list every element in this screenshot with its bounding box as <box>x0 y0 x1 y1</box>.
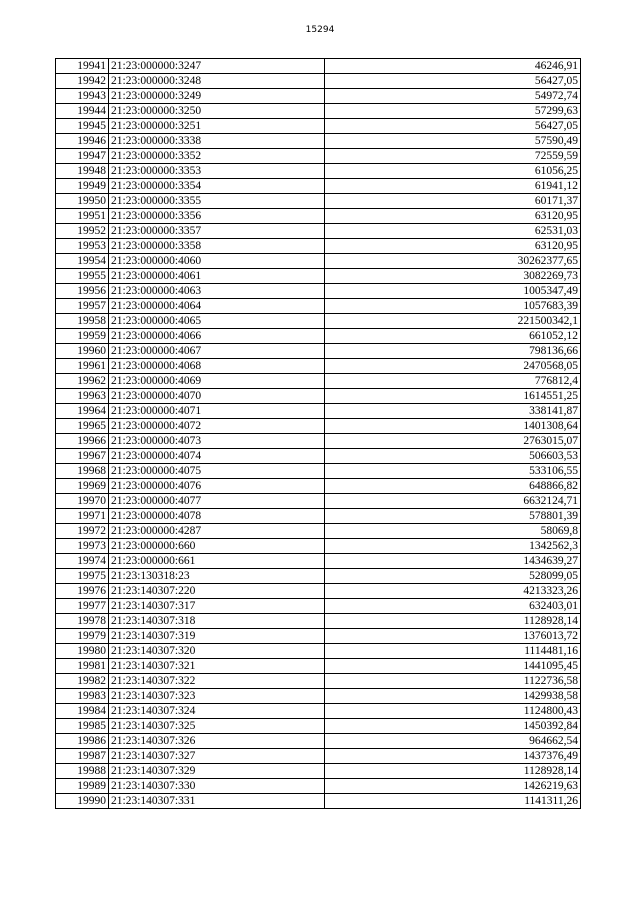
cadastral-value-cell: 2763015,07 <box>325 434 581 449</box>
cadastral-number-cell: 21:23:140307:323 <box>109 689 325 704</box>
row-number-cell: 19957 <box>56 299 109 314</box>
cadastral-number-cell: 21:23:000000:4069 <box>109 374 325 389</box>
cadastral-number-cell: 21:23:000000:4064 <box>109 299 325 314</box>
row-number-cell: 19961 <box>56 359 109 374</box>
cadastral-number-cell: 21:23:000000:4071 <box>109 404 325 419</box>
cadastral-value-cell: 1429938,58 <box>325 689 581 704</box>
row-number-cell: 19971 <box>56 509 109 524</box>
row-number-cell: 19950 <box>56 194 109 209</box>
cadastral-value-cell: 1434639,27 <box>325 554 581 569</box>
row-number-cell: 19987 <box>56 749 109 764</box>
cadastral-number-cell: 21:23:140307:319 <box>109 629 325 644</box>
row-number-cell: 19947 <box>56 149 109 164</box>
cadastral-number-cell: 21:23:140307:326 <box>109 734 325 749</box>
cadastral-value-cell: 1450392,84 <box>325 719 581 734</box>
row-number-cell: 19966 <box>56 434 109 449</box>
cadastral-number-cell: 21:23:140307:320 <box>109 644 325 659</box>
cadastral-value-cell: 506603,53 <box>325 449 581 464</box>
cadastral-number-cell: 21:23:140307:325 <box>109 719 325 734</box>
cadastral-value-cell: 30262377,65 <box>325 254 581 269</box>
cadastral-number-cell: 21:23:140307:327 <box>109 749 325 764</box>
table-row <box>56 374 581 389</box>
table-row <box>56 569 581 584</box>
cadastral-value-cell: 661052,12 <box>325 329 581 344</box>
cadastral-value-cell: 63120,95 <box>325 239 581 254</box>
cadastral-value-cell: 6632124,71 <box>325 494 581 509</box>
cadastral-value-cell: 57299,63 <box>325 104 581 119</box>
row-number-cell: 19952 <box>56 224 109 239</box>
table-body <box>56 59 581 809</box>
row-number-cell: 19975 <box>56 569 109 584</box>
table-row <box>56 344 581 359</box>
cadastral-value-cell: 221500342,1 <box>325 314 581 329</box>
cadastral-number-cell: 21:23:140307:318 <box>109 614 325 629</box>
cadastral-value-cell: 60171,37 <box>325 194 581 209</box>
row-number-cell: 19976 <box>56 584 109 599</box>
row-number-cell: 19985 <box>56 719 109 734</box>
table-row <box>56 554 581 569</box>
cadastral-value-cell: 533106,55 <box>325 464 581 479</box>
table-row <box>56 719 581 734</box>
row-number-cell: 19990 <box>56 794 109 809</box>
table-row <box>56 104 581 119</box>
row-number-cell: 19974 <box>56 554 109 569</box>
row-number-cell: 19970 <box>56 494 109 509</box>
table-row <box>56 134 581 149</box>
cadastral-value-cell: 2470568,05 <box>325 359 581 374</box>
row-number-cell: 19965 <box>56 419 109 434</box>
table-row <box>56 674 581 689</box>
table-row <box>56 644 581 659</box>
table-row <box>56 209 581 224</box>
table-row <box>56 254 581 269</box>
cadastral-value-cell: 4213323,26 <box>325 584 581 599</box>
table-row <box>56 779 581 794</box>
table-row <box>56 734 581 749</box>
table-row <box>56 434 581 449</box>
row-number-cell: 19972 <box>56 524 109 539</box>
cadastral-number-cell: 21:23:000000:4077 <box>109 494 325 509</box>
cadastral-number-cell: 21:23:000000:4070 <box>109 389 325 404</box>
table-row <box>56 599 581 614</box>
table-row <box>56 239 581 254</box>
cadastral-value-cell: 1376013,72 <box>325 629 581 644</box>
row-number-cell: 19953 <box>56 239 109 254</box>
cadastral-number-cell: 21:23:000000:661 <box>109 554 325 569</box>
table-row <box>56 794 581 809</box>
cadastral-number-cell: 21:23:000000:3338 <box>109 134 325 149</box>
table-row <box>56 539 581 554</box>
table-row <box>56 389 581 404</box>
row-number-cell: 19984 <box>56 704 109 719</box>
table-row <box>56 284 581 299</box>
cadastral-value-cell: 648866,82 <box>325 479 581 494</box>
row-number-cell: 19948 <box>56 164 109 179</box>
cadastral-value-cell: 776812,4 <box>325 374 581 389</box>
table-row <box>56 614 581 629</box>
cadastral-number-cell: 21:23:000000:4060 <box>109 254 325 269</box>
cadastral-number-cell: 21:23:000000:4074 <box>109 449 325 464</box>
cadastral-value-cell: 56427,05 <box>325 74 581 89</box>
table-row <box>56 314 581 329</box>
cadastral-value-table <box>55 58 581 809</box>
row-number-cell: 19983 <box>56 689 109 704</box>
row-number-cell: 19988 <box>56 764 109 779</box>
cadastral-number-cell: 21:23:000000:4067 <box>109 344 325 359</box>
table-row <box>56 194 581 209</box>
cadastral-number-cell: 21:23:000000:3248 <box>109 74 325 89</box>
cadastral-value-cell: 1128928,14 <box>325 614 581 629</box>
cadastral-number-cell: 21:23:000000:4075 <box>109 464 325 479</box>
cadastral-value-cell: 63120,95 <box>325 209 581 224</box>
table-row <box>56 584 581 599</box>
cadastral-number-cell: 21:23:140307:220 <box>109 584 325 599</box>
table-row <box>56 419 581 434</box>
cadastral-number-cell: 21:23:000000:4072 <box>109 419 325 434</box>
table-row <box>56 479 581 494</box>
row-number-cell: 19964 <box>56 404 109 419</box>
row-number-cell: 19951 <box>56 209 109 224</box>
row-number-cell: 19963 <box>56 389 109 404</box>
row-number-cell: 19979 <box>56 629 109 644</box>
row-number-cell: 19978 <box>56 614 109 629</box>
page-number: 15294 <box>305 25 335 35</box>
row-number-cell: 19958 <box>56 314 109 329</box>
row-number-cell: 19956 <box>56 284 109 299</box>
table-row <box>56 119 581 134</box>
row-number-cell: 19989 <box>56 779 109 794</box>
cadastral-value-cell: 1124800,43 <box>325 704 581 719</box>
cadastral-value-cell: 338141,87 <box>325 404 581 419</box>
cadastral-value-cell: 1614551,25 <box>325 389 581 404</box>
cadastral-number-cell: 21:23:140307:317 <box>109 599 325 614</box>
table-row <box>56 749 581 764</box>
cadastral-value-cell: 632403,01 <box>325 599 581 614</box>
row-number-cell: 19960 <box>56 344 109 359</box>
cadastral-value-cell: 1342562,3 <box>325 539 581 554</box>
cadastral-value-cell: 54972,74 <box>325 89 581 104</box>
row-number-cell: 19977 <box>56 599 109 614</box>
cadastral-value-cell: 964662,54 <box>325 734 581 749</box>
table-row <box>56 464 581 479</box>
row-number-cell: 19944 <box>56 104 109 119</box>
row-number-cell: 19949 <box>56 179 109 194</box>
cadastral-value-cell: 72559,59 <box>325 149 581 164</box>
cadastral-number-cell: 21:23:000000:3352 <box>109 149 325 164</box>
cadastral-value-cell: 1128928,14 <box>325 764 581 779</box>
cadastral-value-cell: 578801,39 <box>325 509 581 524</box>
cadastral-value-cell: 57590,49 <box>325 134 581 149</box>
table-row <box>56 524 581 539</box>
cadastral-number-cell: 21:23:000000:4068 <box>109 359 325 374</box>
table-row <box>56 404 581 419</box>
table-row <box>56 449 581 464</box>
row-number-cell: 19954 <box>56 254 109 269</box>
row-number-cell: 19941 <box>56 59 109 74</box>
table-row <box>56 359 581 374</box>
cadastral-value-cell: 58069,8 <box>325 524 581 539</box>
table-row <box>56 89 581 104</box>
cadastral-number-cell: 21:23:000000:660 <box>109 539 325 554</box>
cadastral-number-cell: 21:23:000000:4287 <box>109 524 325 539</box>
cadastral-value-cell: 1122736,58 <box>325 674 581 689</box>
cadastral-value-cell: 3082269,73 <box>325 269 581 284</box>
cadastral-number-cell: 21:23:000000:3356 <box>109 209 325 224</box>
cadastral-value-cell: 56427,05 <box>325 119 581 134</box>
cadastral-number-cell: 21:23:000000:3249 <box>109 89 325 104</box>
table-row <box>56 74 581 89</box>
cadastral-number-cell: 21:23:000000:3250 <box>109 104 325 119</box>
cadastral-number-cell: 21:23:000000:3247 <box>109 59 325 74</box>
cadastral-number-cell: 21:23:000000:4065 <box>109 314 325 329</box>
row-number-cell: 19945 <box>56 119 109 134</box>
table-row <box>56 704 581 719</box>
table-row <box>56 224 581 239</box>
row-number-cell: 19968 <box>56 464 109 479</box>
cadastral-value-cell: 62531,03 <box>325 224 581 239</box>
table-row <box>56 269 581 284</box>
cadastral-number-cell: 21:23:000000:4078 <box>109 509 325 524</box>
cadastral-value-cell: 1057683,39 <box>325 299 581 314</box>
cadastral-number-cell: 21:23:140307:329 <box>109 764 325 779</box>
row-number-cell: 19982 <box>56 674 109 689</box>
table-row <box>56 509 581 524</box>
row-number-cell: 19981 <box>56 659 109 674</box>
cadastral-number-cell: 21:23:000000:4073 <box>109 434 325 449</box>
row-number-cell: 19986 <box>56 734 109 749</box>
cadastral-number-cell: 21:23:140307:331 <box>109 794 325 809</box>
table-row <box>56 164 581 179</box>
cadastral-value-cell: 61941,12 <box>325 179 581 194</box>
table-row <box>56 764 581 779</box>
cadastral-number-cell: 21:23:000000:3251 <box>109 119 325 134</box>
table-row <box>56 494 581 509</box>
row-number-cell: 19943 <box>56 89 109 104</box>
cadastral-value-cell: 1141311,26 <box>325 794 581 809</box>
table-row <box>56 149 581 164</box>
row-number-cell: 19969 <box>56 479 109 494</box>
cadastral-number-cell: 21:23:130318:23 <box>109 569 325 584</box>
cadastral-number-cell: 21:23:140307:322 <box>109 674 325 689</box>
cadastral-value-cell: 46246,91 <box>325 59 581 74</box>
cadastral-value-cell: 1426219,63 <box>325 779 581 794</box>
table-row <box>56 59 581 74</box>
table-row <box>56 179 581 194</box>
cadastral-number-cell: 21:23:000000:3357 <box>109 224 325 239</box>
row-number-cell: 19955 <box>56 269 109 284</box>
table-row <box>56 299 581 314</box>
row-number-cell: 19980 <box>56 644 109 659</box>
table-row <box>56 689 581 704</box>
table-row <box>56 629 581 644</box>
table-row <box>56 329 581 344</box>
cadastral-number-cell: 21:23:000000:3354 <box>109 179 325 194</box>
cadastral-value-cell: 1441095,45 <box>325 659 581 674</box>
cadastral-value-cell: 798136,66 <box>325 344 581 359</box>
cadastral-value-cell: 1401308,64 <box>325 419 581 434</box>
cadastral-value-cell: 1005347,49 <box>325 284 581 299</box>
cadastral-number-cell: 21:23:000000:4063 <box>109 284 325 299</box>
cadastral-number-cell: 21:23:000000:4061 <box>109 269 325 284</box>
cadastral-number-cell: 21:23:000000:4066 <box>109 329 325 344</box>
cadastral-value-cell: 1437376,49 <box>325 749 581 764</box>
cadastral-value-cell: 528099,05 <box>325 569 581 584</box>
row-number-cell: 19942 <box>56 74 109 89</box>
cadastral-number-cell: 21:23:000000:4076 <box>109 479 325 494</box>
table-row <box>56 659 581 674</box>
cadastral-number-cell: 21:23:140307:324 <box>109 704 325 719</box>
row-number-cell: 19959 <box>56 329 109 344</box>
cadastral-number-cell: 21:23:000000:3355 <box>109 194 325 209</box>
row-number-cell: 19967 <box>56 449 109 464</box>
cadastral-number-cell: 21:23:140307:330 <box>109 779 325 794</box>
cadastral-number-cell: 21:23:000000:3353 <box>109 164 325 179</box>
cadastral-number-cell: 21:23:000000:3358 <box>109 239 325 254</box>
cadastral-value-cell: 61056,25 <box>325 164 581 179</box>
row-number-cell: 19946 <box>56 134 109 149</box>
row-number-cell: 19973 <box>56 539 109 554</box>
row-number-cell: 19962 <box>56 374 109 389</box>
cadastral-number-cell: 21:23:140307:321 <box>109 659 325 674</box>
cadastral-value-cell: 1114481,16 <box>325 644 581 659</box>
